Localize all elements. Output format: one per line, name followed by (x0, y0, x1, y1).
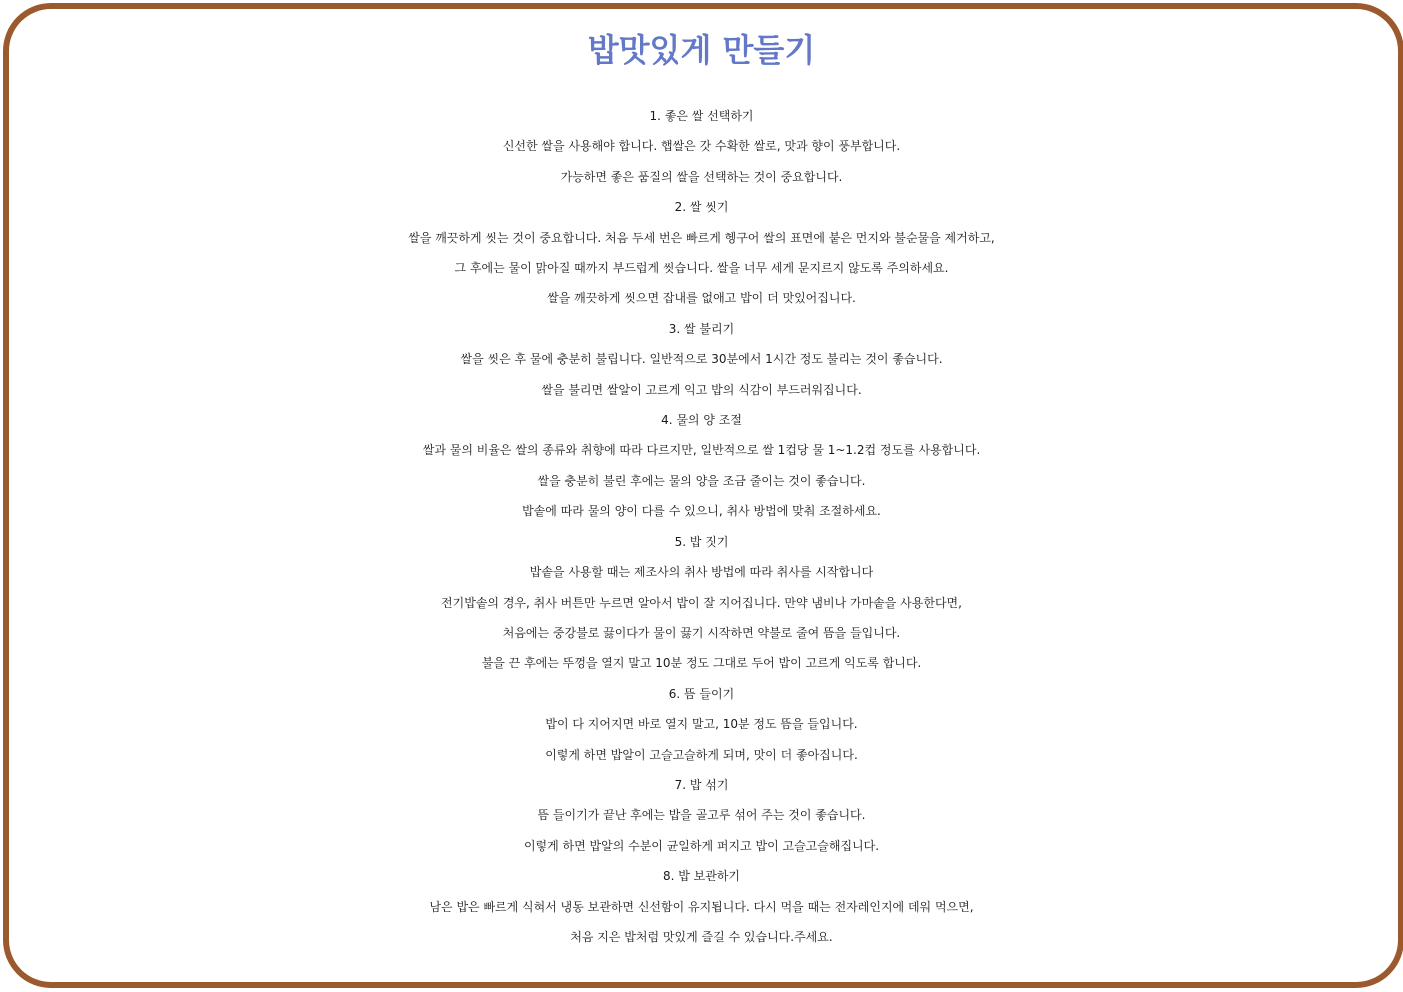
body-line: 밥이 다 지어지면 바로 열지 말고, 10분 정도 뜸을 들입니다. (545, 717, 858, 732)
body-line: 이렇게 하면 밥알의 수분이 균일하게 퍼지고 밥이 고슬고슬해집니다. (523, 838, 880, 853)
step-heading-6: 6. 뜸 들이기 (668, 686, 735, 701)
body-line: 불을 끈 후에는 뚜껑을 열지 말고 10분 정도 그대로 두어 밥이 고르게 익도록 합니다. (481, 656, 922, 671)
body-line: 처음 지은 밥처럼 맛있게 즐길 수 있습니다.주세요. (570, 929, 833, 944)
body-line: 쌀을 깨끗하게 씻는 것이 중요합니다. 처음 두세 번은 빠르게 헹구어 쌀의 표면에 붙은 먼지와 불순물을 제거하고, (408, 230, 995, 245)
body-line: 이렇게 하면 밥알이 고슬고슬하게 되며, 맛이 더 좋아집니다. (545, 747, 858, 762)
body-line: 밥솥에 따라 물의 양이 다를 수 있으니, 취사 방법에 맞춰 조절하세요. (522, 504, 881, 519)
step-heading-5: 5. 밥 짓기 (674, 534, 729, 549)
step-heading-1: 1. 좋은 쌀 선택하기 (649, 109, 754, 123)
body-line: 신선한 쌀을 사용해야 합니다. 햅쌀은 갓 수확한 쌀로, 맛과 향이 풍부합니다. (502, 139, 901, 154)
recipe-body (0, 101, 1403, 952)
body-line: 쌀을 씻은 후 물에 충분히 불립니다. 일반적으로 30분에서 1시간 정도 불리는 것이 좋습니다. (460, 352, 943, 367)
step-heading-8: 8. 밥 보관하기 (662, 869, 741, 884)
body-line: 그 후에는 물이 맑아질 때까지 부드럽게 씻습니다. 쌀을 너무 세게 문지르지 않도록 주의하세요. (454, 261, 949, 276)
step-heading-3: 3. 쌀 불리기 (668, 321, 735, 336)
body-line: 쌀을 깨끗하게 씻으면 잡내를 없애고 밥이 더 맛있어집니다. (547, 291, 856, 306)
body-line: 뜸 들이기가 끝난 후에는 밥을 골고루 섞어 주는 것이 좋습니다. (537, 808, 866, 823)
page-title: 밥맛있게 만들기 (587, 31, 816, 69)
body-line: 처음에는 중강불로 끓이다가 물이 끓기 시작하면 약불로 줄여 뜸을 들입니다. (502, 625, 901, 640)
body-line: 쌀을 충분히 불린 후에는 물의 양을 조금 줄이는 것이 좋습니다. (537, 473, 866, 488)
body-line: 밥솥을 사용할 때는 제조사의 취사 방법에 따라 취사를 시작합니다 (529, 565, 874, 580)
step-heading-4: 4. 물의 양 조절 (661, 413, 742, 428)
body-line: 쌀을 불리면 쌀알이 고르게 익고 밥의 식감이 부드러워집니다. (541, 382, 862, 397)
body-line: 가능하면 좋은 품질의 쌀을 선택하는 것이 중요합니다. (560, 169, 843, 184)
body-line: 쌀과 물의 비율은 쌀의 종류와 취향에 따라 다르지만, 일반적으로 쌀 1컵당 물 1~1.2컵 정도를 사용합니다. (422, 443, 981, 458)
body-line: 전기밥솥의 경우, 취사 버튼만 누르면 알아서 밥이 잘 지어집니다. 만약 냄비나 가마솥을 사용한다면, (441, 595, 962, 610)
body-line: 남은 밥은 빠르게 식혀서 냉동 보관하면 신선함이 유지됩니다. 다시 먹을 때는 전자레인지에 데워 먹으면, (429, 899, 974, 914)
step-heading-7: 7. 밥 섞기 (674, 777, 729, 792)
step-heading-2: 2. 쌀 씻기 (674, 200, 729, 215)
